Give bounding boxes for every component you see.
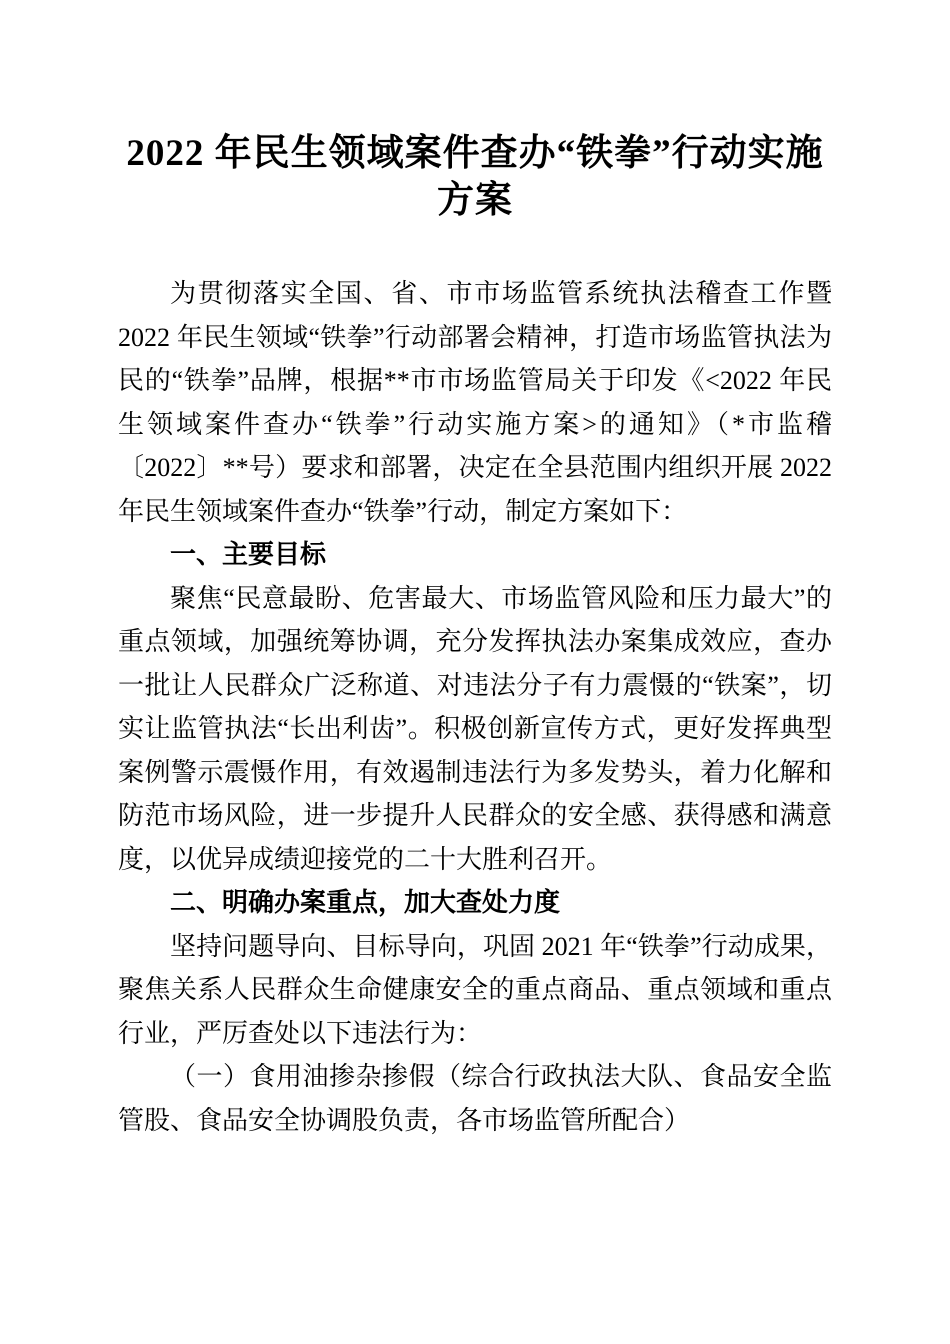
document-body: [118, 272, 832, 1142]
section-heading: 二、明确办案重点，加大查处力度: [170, 887, 561, 917]
document-title: [118, 130, 832, 224]
section-heading: 一、主要目标: [170, 539, 327, 569]
document-content: [118, 0, 832, 1142]
document-title-line-2: 方案: [437, 180, 513, 221]
body-paragraph: 为贯彻落实全国、省、市市场监管系统执法稽查工作暨 2022 年民生领域“铁拳”行动部署会精神，打造市场监管执法为民的“铁拳”品牌，根据**市市场监管局关于印发《<2022 年民生领域案件查办“铁拳”行动实施方案>的通知》（*市监稽〔2022〕**号）要求和部署，决定在全县范围内组织开展 2022 年民生领域案件查办“铁拳”行动，制定方案如下：: [118, 279, 832, 526]
body-paragraph: 坚持问题导向、目标导向，巩固 2021 年“铁拳”行动成果，聚焦关系人民群众生命健康安全的重点商品、重点领域和重点行业，严厉查处以下违法行为：: [118, 931, 832, 1048]
body-paragraph: （一）食用油掺杂掺假（综合行政执法大队、食品安全监管股、食品安全协调股负责，各市场监管所配合）: [118, 1062, 832, 1135]
document-title-line-1: 2022 年民生领域案件查办“铁拳”行动实施: [126, 133, 824, 174]
body-paragraph: 聚焦“民意最盼、危害最大、市场监管风险和压力最大”的重点领域，加强统筹协调，充分发挥执法办案集成效应，查办一批让人民群众广泛称道、对违法分子有力震慑的“铁案”，切实让监管执法“长出利齿”。积极创新宣传方式，更好发挥典型案例警示震慑作用，有效遏制违法行为多发势头，着力化解和防范市场风险，进一步提升人民群众的安全感、获得感和满意度，以优异成绩迎接党的二十大胜利召开。: [118, 583, 832, 874]
